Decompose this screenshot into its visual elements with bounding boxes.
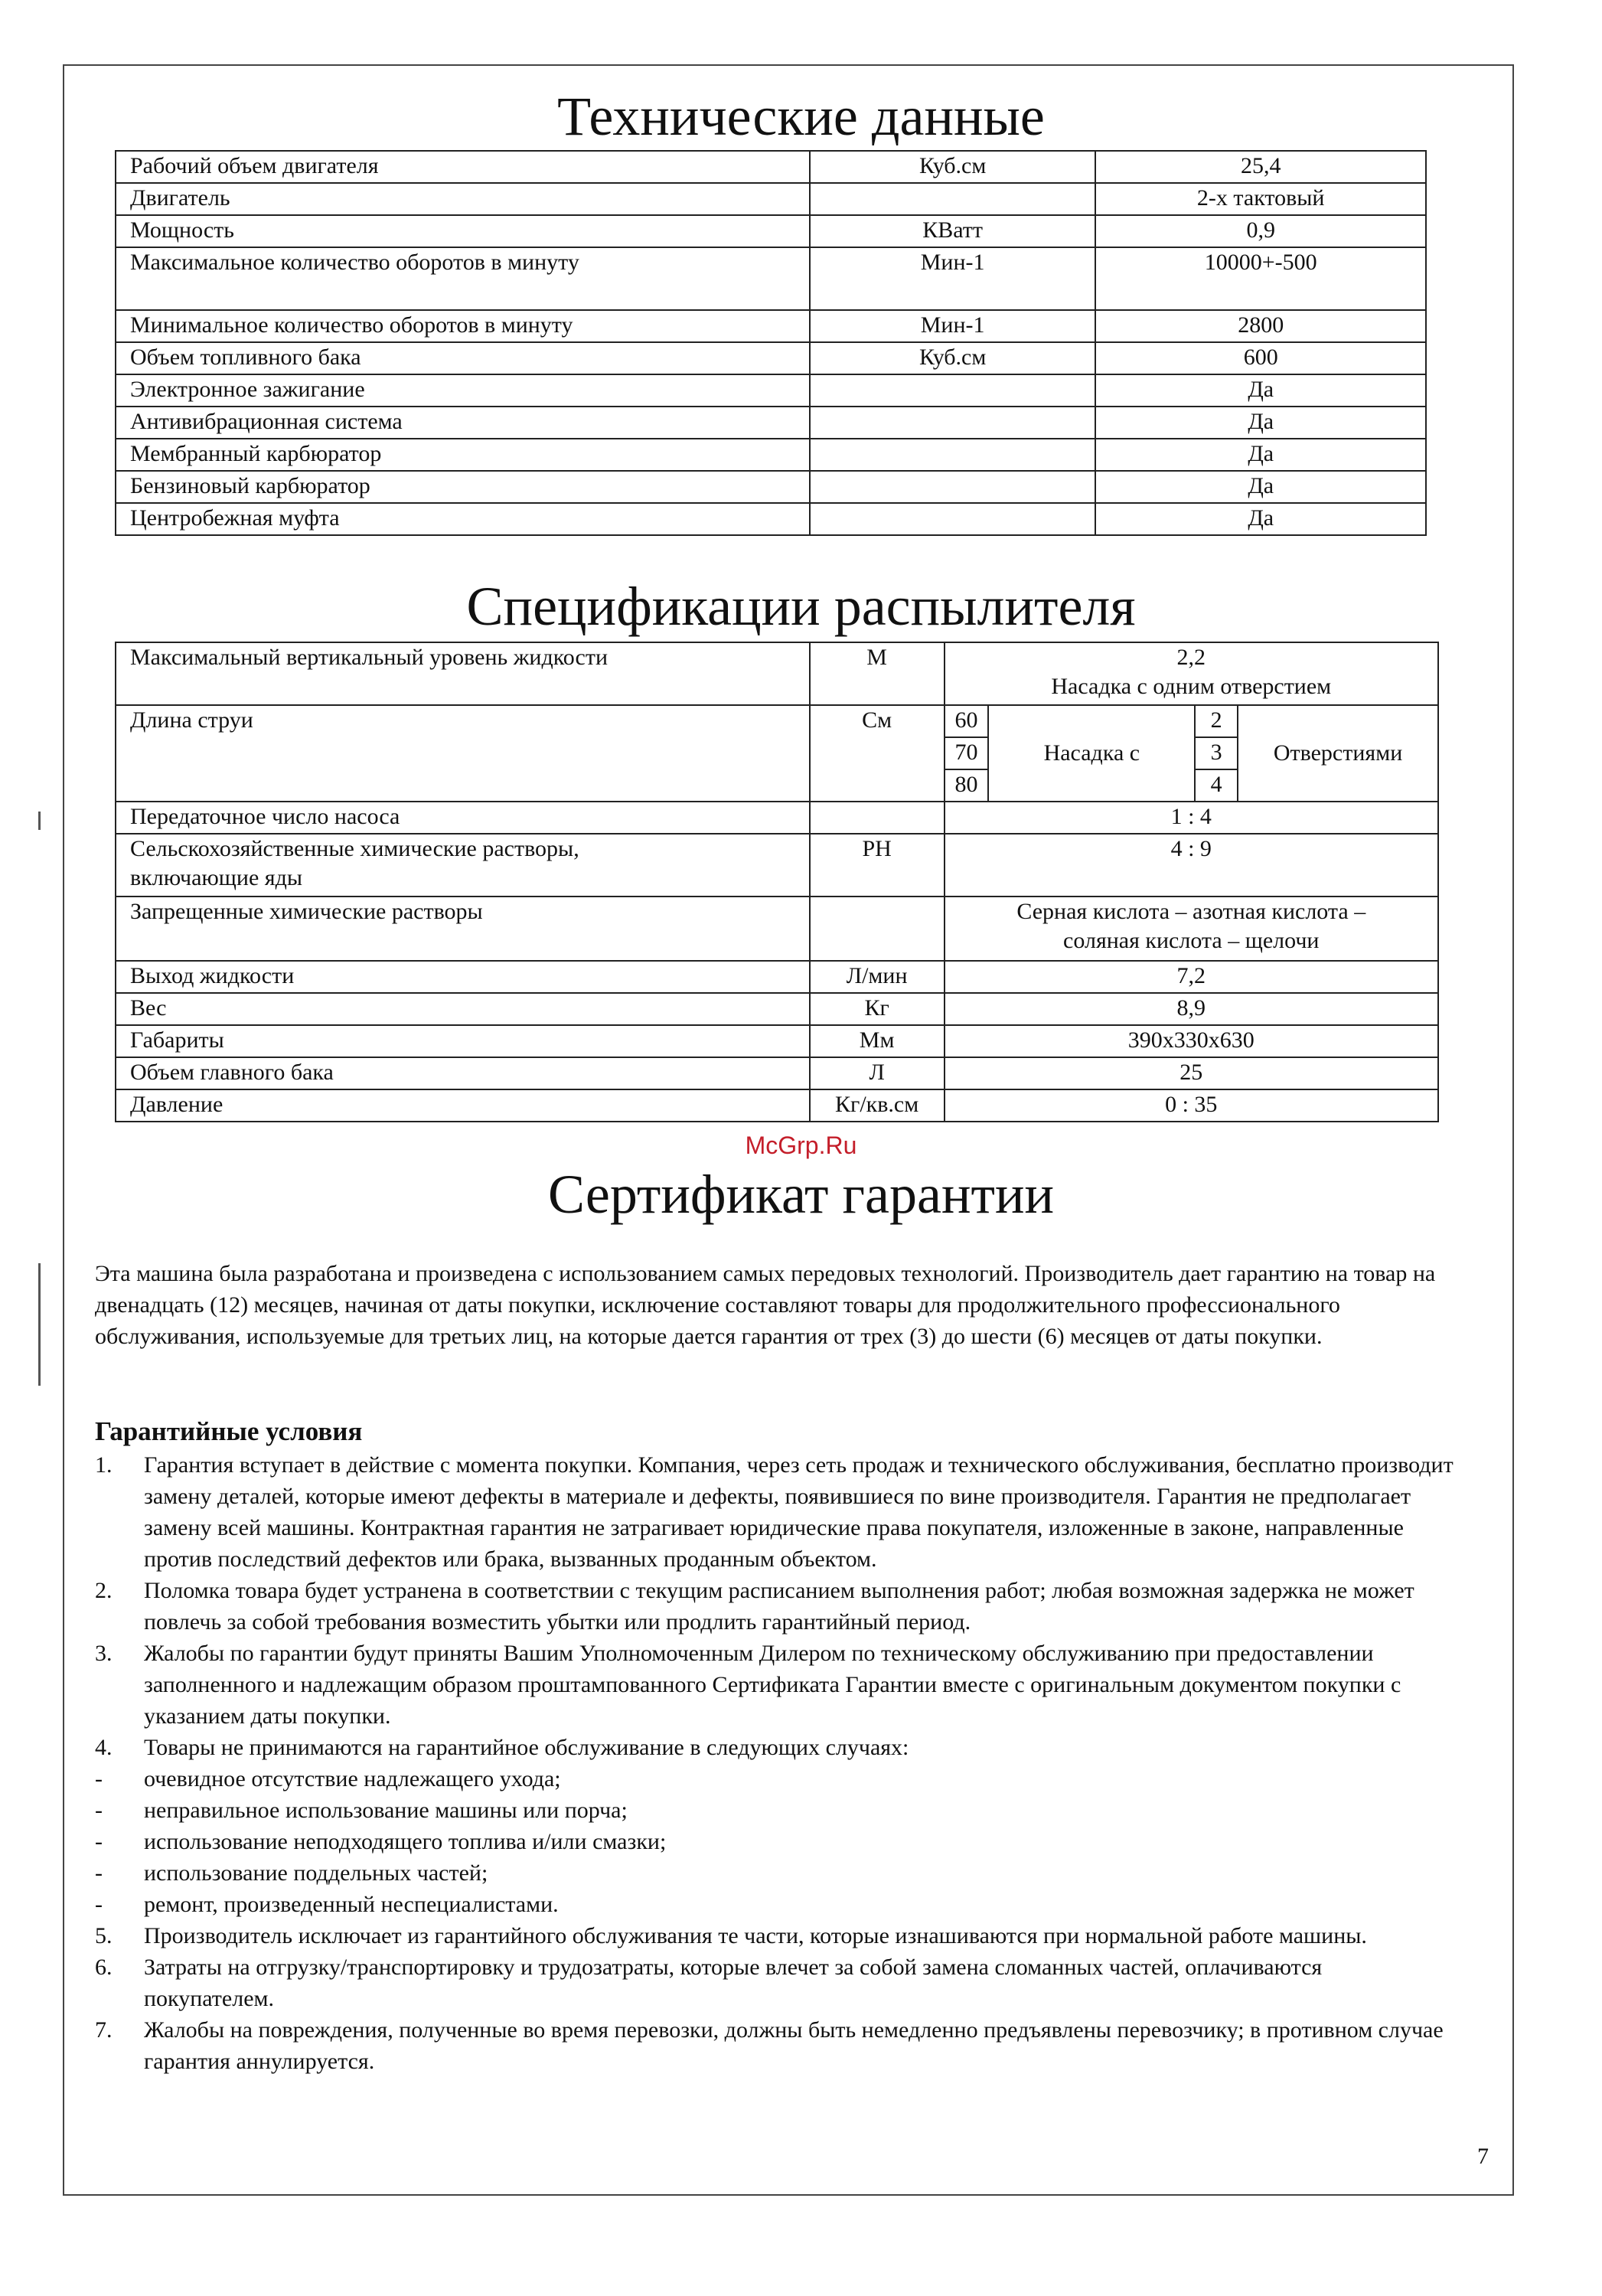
unit-cell: PH [810, 834, 945, 897]
table-row [116, 802, 1438, 834]
scan-mark [38, 1263, 41, 1386]
param-cell: Давление [116, 1089, 810, 1122]
param-cell [116, 834, 810, 897]
param-cell: Вес [116, 993, 810, 1025]
param-line: Сельскохозяйственные химические растворы, [130, 836, 579, 861]
value-cell: Да [1095, 503, 1426, 535]
table-row [116, 1057, 1438, 1089]
param-cell: Длина струи [116, 705, 810, 802]
table-row [116, 342, 1426, 374]
jet-length-cell: 70 [945, 737, 989, 769]
tech-data-table [115, 150, 1427, 536]
list-item-text: Товары не принимаются на гарантийное обслуживание в следующих случаях: [144, 1735, 909, 1760]
warranty-intro: Эта машина была разработана и произведена с использованием самых передовых технологий. Производитель дает гарантию на товар на двенадцать (12) месяцев, начиная от даты покупки, исключение составляют товары для продолжительного профессионального обслуживания, используемые для третьих лиц, на которые дается гарантия от трех (3) до шести (6) месяцев от даты покупки. [95, 1261, 1436, 1349]
param-cell: Минимальное количество оборотов в минуту [116, 310, 810, 342]
value-cell: 390x330x630 [945, 1025, 1438, 1057]
value-cell: 600 [1095, 342, 1426, 374]
value-line: соляная кислота – щелочи [1063, 928, 1320, 953]
table-row [116, 1025, 1438, 1057]
list-marker: - [95, 1860, 103, 1886]
sprayer-spec-title: Спецификации распылителя [466, 576, 1136, 637]
value-cell: 4 : 9 [945, 834, 1438, 897]
list-item [95, 1575, 1457, 1638]
page-number: 7 [1477, 2144, 1489, 2169]
watermark-text: McGrp.Ru [745, 1132, 857, 1159]
table-row [116, 374, 1426, 407]
list-marker: 2. [95, 1578, 113, 1603]
value-cell: 25 [945, 1057, 1438, 1089]
list-marker: 5. [95, 1923, 113, 1948]
sprayer-spec-table [115, 642, 1439, 1122]
table-row [116, 407, 1426, 439]
param-cell: Объем главного бака [116, 1057, 810, 1089]
value-cell: 0 : 35 [945, 1089, 1438, 1122]
value-cell: 0,9 [1095, 215, 1426, 247]
list-item-text: Затраты на отгрузку/транспортировку и трудозатраты, которые влечет за собой замена сломанных частей, оплачиваются покупателем. [144, 1955, 1323, 2011]
param-cell: Максимальный вертикальный уровень жидкости [116, 642, 810, 705]
value-cell: Да [1095, 374, 1426, 407]
table-row [116, 993, 1438, 1025]
list-item-text: использование неподходящего топлива и/или смазки; [144, 1829, 667, 1854]
scan-mark [38, 812, 41, 830]
table-row [116, 215, 1426, 247]
value-note: Насадка с одним отверстием [1051, 674, 1332, 699]
unit-cell [810, 802, 945, 834]
table-row [116, 310, 1426, 342]
value-cell: 10000+-500 [1095, 247, 1426, 310]
list-item-text: очевидное отсутствие надлежащего ухода; [144, 1766, 561, 1791]
param-cell: Бензиновый карбюратор [116, 471, 810, 503]
conditions-list [95, 1449, 1457, 2077]
param-cell: Рабочий объем двигателя [116, 151, 810, 183]
unit-cell [810, 471, 1096, 503]
unit-cell: Мм [810, 1025, 945, 1057]
param-cell: Передаточное число насоса [116, 802, 810, 834]
table-row [116, 834, 1438, 897]
warranty-title: Сертификат гарантии [547, 1164, 1055, 1225]
list-marker: - [95, 1766, 103, 1791]
param-cell: Выход жидкости [116, 961, 810, 993]
value-cell: Да [1095, 407, 1426, 439]
list-item [95, 1920, 1457, 1951]
unit-cell [810, 439, 1096, 471]
value-cell: 2800 [1095, 310, 1426, 342]
list-marker: 4. [95, 1735, 113, 1760]
nozzle-label-cell: Насадка с [988, 705, 1195, 802]
unit-cell [810, 407, 1096, 439]
table-row [116, 897, 1438, 961]
list-marker: - [95, 1829, 103, 1854]
param-cell: Мембранный карбюратор [116, 439, 810, 471]
value-cell [945, 897, 1438, 961]
param-cell: Объем топливного бака [116, 342, 810, 374]
list-item-text: ремонт, произведенный неспециалистами. [144, 1892, 559, 1917]
unit-cell: Л/мин [810, 961, 945, 993]
tech-data-title: Технические данные [557, 86, 1045, 147]
list-item-text: Гарантия вступает в действие с момента покупки. Компания, через сеть продаж и технического обслуживания, бесплатно производит замену деталей, которые имеют дефекты в материале и дефекты, появившиеся по вине производителя. Гарантия не предполагает замену всей машины. Контрактная гарантия не затрагивает юридические права покупателя, изложенные в законе, направленные против последствий дефектов или брака, вызванных проданным объектом. [144, 1452, 1454, 1572]
value-line: Серная кислота – азотная кислота – [1016, 899, 1366, 924]
param-cell: Максимальное количество оборотов в минуту [116, 247, 810, 310]
list-marker: 1. [95, 1452, 113, 1478]
list-item [95, 1826, 1457, 1857]
value-cell: 25,4 [1095, 151, 1426, 183]
unit-cell: Кг [810, 993, 945, 1025]
list-item-text: неправильное использование машины или порча; [144, 1798, 628, 1823]
unit-cell: См [810, 705, 945, 802]
holes-cell: 3 [1195, 737, 1238, 769]
table-row [116, 183, 1426, 215]
table-row [116, 961, 1438, 993]
value-cell: 8,9 [945, 993, 1438, 1025]
param-cell: Электронное зажигание [116, 374, 810, 407]
unit-cell [810, 374, 1096, 407]
value-text: 2,2 [1176, 645, 1206, 670]
unit-cell: Мин-1 [810, 247, 1096, 310]
holes-cell: 4 [1195, 769, 1238, 802]
value-cell: 7,2 [945, 961, 1438, 993]
table-row [116, 503, 1426, 535]
list-item-text: Жалобы по гарантии будут приняты Вашим Уполномоченным Дилером по техническому обслуживанию при предоставлении заполненного и надлежащим образом проштампованного Сертификата Гарантии вместе с оригинальным документом покупки с указанием даты покупки. [144, 1641, 1401, 1729]
list-item [95, 1638, 1457, 1732]
param-cell: Антивибрационная система [116, 407, 810, 439]
list-item [95, 1732, 1457, 1763]
jet-length-cell: 80 [945, 769, 989, 802]
list-item-text: Производитель исключает из гарантийного обслуживания те части, которые изнашиваются при нормальной работе машины. [144, 1923, 1367, 1948]
unit-cell: Куб.см [810, 151, 1096, 183]
holes-cell: 2 [1195, 705, 1238, 737]
list-marker: - [95, 1892, 103, 1917]
param-line: включающие яды [130, 865, 302, 890]
list-item-text: использование поддельных частей; [144, 1860, 488, 1886]
list-item-text: Жалобы на повреждения, полученные во время перевозки, должны быть немедленно предъявлены перевозчику; в противном случае гарантия аннулируется. [144, 2017, 1444, 2074]
holes-label-cell: Отверстиями [1238, 705, 1438, 802]
value-cell: 1 : 4 [945, 802, 1438, 834]
table-row [116, 439, 1426, 471]
param-cell: Мощность [116, 215, 810, 247]
conditions-heading: Гарантийные условия [95, 1416, 363, 1446]
table-row [116, 705, 1438, 737]
param-cell: Запрещенные химические растворы [116, 897, 810, 961]
list-item [95, 1889, 1457, 1920]
list-item-text: Поломка товара будет устранена в соответствии с текущим расписанием выполнения работ; любая возможная задержка не может повлечь за собой требования возместить убытки или продлить гарантийный период. [144, 1578, 1414, 1635]
unit-cell [810, 183, 1096, 215]
value-cell: Да [1095, 439, 1426, 471]
jet-length-cell: 60 [945, 705, 989, 737]
list-item [95, 1763, 1457, 1795]
unit-cell: Кг/кв.см [810, 1089, 945, 1122]
param-cell: Центробежная муфта [116, 503, 810, 535]
param-cell: Габариты [116, 1025, 810, 1057]
list-marker: - [95, 1798, 103, 1823]
param-cell: Двигатель [116, 183, 810, 215]
unit-cell: Мин-1 [810, 310, 1096, 342]
unit-cell: КВатт [810, 215, 1096, 247]
list-marker: 3. [95, 1641, 113, 1666]
value-cell [945, 642, 1438, 705]
unit-cell [810, 897, 945, 961]
list-item [95, 1951, 1457, 2014]
unit-cell: Л [810, 1057, 945, 1089]
unit-cell [810, 503, 1096, 535]
list-item [95, 1449, 1457, 1575]
list-item [95, 1795, 1457, 1826]
list-item [95, 2014, 1457, 2077]
value-cell: Да [1095, 471, 1426, 503]
value-cell: 2-х тактовый [1095, 183, 1426, 215]
table-row [116, 151, 1426, 183]
table-row [116, 1089, 1438, 1122]
list-marker: 6. [95, 1955, 113, 1980]
table-row [116, 247, 1426, 310]
unit-cell: М [810, 642, 945, 705]
unit-cell: Куб.см [810, 342, 1096, 374]
table-row [116, 642, 1438, 705]
list-marker: 7. [95, 2017, 113, 2043]
table-row [116, 471, 1426, 503]
list-item [95, 1857, 1457, 1889]
